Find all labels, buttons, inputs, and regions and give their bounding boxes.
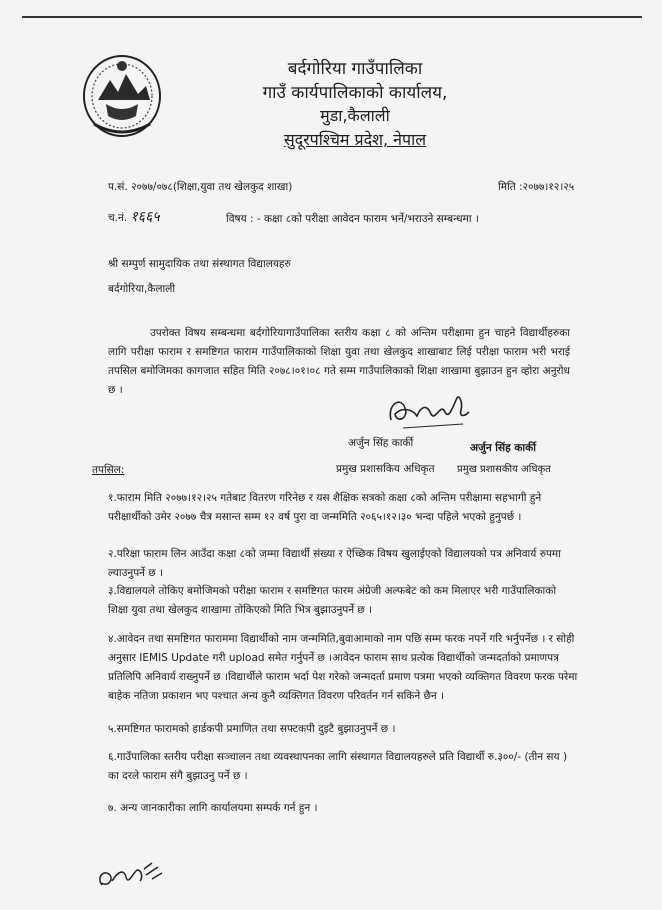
list-item: ४.आवेदन तथा समष्टिगत फाराममा विद्यार्थीको नाम जन्ममिति,बुवाआमाको नाम पछि सम्म फरक नपर्ने गरि भर्नुपर्नेछ । र सोही अनुसार IEMIS Update गरी upload समेत गर्नुपर्ने छ ।आवेदन फाराम साथ प्रत्येक विद्यार्थीको जन्मदर्ताको प्रमाणपत्र प्रतिलिपि अनिवार्य राख्नुपर्ने छ ।विद्यार्थीले फाराम भर्दा पेश गरेको जन्मदर्ता प्रमाण पत्रमा भएको व्यक्तिगत विवरण फरक परेमा बाहेक नतिजा प्रकाशन भए पश्चात अन्य कुनै व्यक्तिगत विवरण परिवर्तन गर्न सकिने छैन । xyxy=(108,633,578,702)
signature-icon xyxy=(383,384,473,434)
list-item: १.फाराम मिति २०७७।१२।२५ गतेबाट वितरण गरिनेछ र यस शैक्षिक सत्रको कक्षा ८को अन्तिम परीक्षामा सहभागी हुने परीक्षार्थीको उमेर २०७७ चैत्र मसान्त सम्म १२ वर्ष पुरा वा जन्ममिति २०६५।१२।३० भन्दा पहिले भएको हुनुपर्छ । xyxy=(108,492,542,523)
list-item: ७. अन्य जानकारीका लागि कार्यालयमा सम्पर्क गर्न हुन । xyxy=(108,802,318,814)
subject-line: विषय : - कक्षा ८को परीक्षा आवेदन फाराम भर्ने/भराउने सम्बन्धमा । xyxy=(226,213,479,225)
nepal-emblem-icon xyxy=(80,50,164,140)
dispatch-number xyxy=(108,207,160,226)
details-heading: तपसिल: xyxy=(92,464,125,476)
signatory-name: अर्जुन सिंह कार्की xyxy=(348,437,414,449)
header-line-4: सुदूरपश्चिम प्रदेश, नेपाल xyxy=(283,130,427,149)
header-line-2: गाउँ कार्यपालिकाको कार्यालय, xyxy=(262,83,448,103)
dispatch-label: च.नं. xyxy=(108,212,128,224)
stamp-title: प्रमुख प्रशासकीय अधिकृत xyxy=(457,464,551,475)
addressee-line-2: बर्दगोरिया,कैलाली xyxy=(108,283,176,295)
reference-number: प.सं. २०७७/०७८(शिक्षा,युवा तथ खेलकुद शाखा) xyxy=(108,181,293,193)
handwritten-note-icon xyxy=(92,855,172,895)
letter-date: मिति :२०७७।१२।२५ xyxy=(498,181,575,193)
header-line-1: बर्दगोरिया गाउँपालिका xyxy=(287,59,423,79)
header-line-3: मुडा,कैलाली xyxy=(320,106,390,125)
addressee-line-1: श्री सम्पुर्ण सामुदायिक तथा संस्थागत विद्यालयहरु xyxy=(108,258,291,270)
signatory-title: प्रमुख प्रशासकिय अधिकृत xyxy=(336,463,435,475)
list-item: ३.विद्यालयले तोकिए बमोजिमको परीक्षा फाराम र समष्टिगत फारम अंग्रेजी अल्फबेट को कम मिलाएर भरी गाउँपालिकाको शिक्षा युवा तथा खेलकुद शाखामा तोकिएको मिति भित्र बुझाउनुपर्ने छ । xyxy=(108,585,557,616)
list-item: २.परिक्षा फाराम लिन आउँदा कक्षा ८को जम्मा विद्यार्थी संख्या र ऐच्छिक विषय खुलाईएको विद्यालयको पत्र अनिवार्य रुपमा ल्याउनुपर्ने छ । xyxy=(108,548,561,579)
list-item: ६.गाउँपालिका स्तरीय परीक्षा सञ्चालन तथा व्यवस्थापनका लागि संस्थागत विद्यालयहरुले प्रति विद्यार्थी रु.३००/- (तीन सय ) का दरले फाराम संगै बुझाउनु पर्ने छ । xyxy=(108,751,568,782)
stamp-name: अर्जुन सिंह कार्की xyxy=(470,442,536,454)
body-paragraph xyxy=(108,324,570,400)
top-rule xyxy=(22,16,642,18)
body-text: उपरोक्त विषय सम्बन्धमा बर्दगोरियागाउँपालिका स्तरीय कक्षा ८ को अन्तिम परीक्षामा हुन चाहने विद्यार्थीहरुका लागि परीक्षा फाराम र समष्टिगत फाराम गाउँपालिकाको शिक्षा युवा तथा खेलकुद शाखाबाट लिई परीक्षा फाराम भरी भराई तपसिल बमोजिमका कागजात सहित मिति २०७८।०१।०८ गते सम्म गाउँपालिकाको शिक्षा शाखामा बुझाउन हुन व्होरा अनुरोध छ । xyxy=(108,327,570,396)
list-item: ५.समष्टिगत फारामको हार्डकपी प्रमाणित तथा सफ्टकपी दुइटै बुझाउनुपर्ने छ । xyxy=(108,723,396,735)
dispatch-value: १६६५ xyxy=(130,209,160,225)
